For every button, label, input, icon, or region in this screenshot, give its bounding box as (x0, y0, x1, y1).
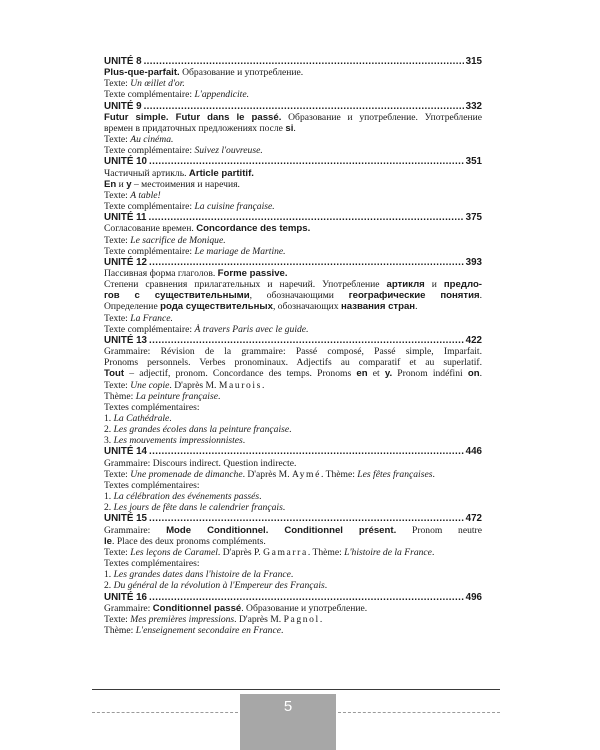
dot-leader (149, 156, 464, 167)
text-run: La peinture française (135, 390, 218, 402)
unit-page-number: 351 (465, 156, 482, 168)
unit-content-line (104, 435, 482, 446)
unit-entry (104, 446, 482, 513)
unit-content-line (104, 246, 482, 257)
unit-content-line (104, 525, 482, 536)
unit-content-line (104, 313, 482, 324)
text-run: y (126, 178, 132, 190)
unit-entry (104, 56, 482, 101)
text-run: . (290, 569, 294, 581)
unit-content-line (104, 346, 482, 357)
unit-content-line (104, 625, 482, 636)
unit-page-number: 496 (465, 591, 482, 603)
unit-content-line (104, 603, 482, 614)
text-run: Les grandes dates dans l'histoire de la France (113, 569, 291, 581)
dot-leader (149, 335, 464, 346)
text-run: предло- (443, 279, 482, 291)
text-run: Texte: (104, 312, 131, 324)
text-run: . (217, 390, 221, 402)
unit-content-line (104, 614, 482, 625)
text-run: en (356, 368, 368, 380)
table-of-contents (104, 56, 482, 636)
unit-content-line (104, 134, 482, 145)
text-run: – местоимения и наречия. (131, 178, 240, 190)
text-run: 2. (104, 502, 114, 514)
text-run: Grammaire: (104, 524, 167, 536)
text-run: . (242, 435, 246, 447)
text-run: Pronoms personnels. Verbes pronominaux. Adjectifs au comparatif et au superlatif. (104, 357, 482, 369)
text-run: . Thème: (307, 546, 345, 558)
unit-page-number: 472 (465, 513, 482, 525)
unit-page-number: 375 (465, 212, 482, 224)
unit-heading (104, 101, 482, 112)
text-run: Mes premières impressions (130, 613, 235, 625)
unit-heading (104, 156, 482, 167)
unit-heading (104, 257, 482, 268)
text-run: Texte: (104, 234, 131, 246)
text-run: . (431, 546, 435, 558)
unit-heading (104, 212, 482, 223)
text-run: географические понятия (348, 290, 480, 302)
text-run: . D'après P. (217, 546, 264, 558)
text-run: Article partitif. (188, 167, 254, 179)
unit-entry (104, 156, 482, 212)
text-run: Futur simple. Futur dans le passé. (104, 111, 282, 123)
text-run: Mode Conditionnel. Conditionnel présent. (166, 524, 397, 536)
unit-page-number: 332 (465, 100, 482, 112)
dot-leader (149, 513, 464, 524)
unit-page-number: 446 (465, 446, 482, 458)
text-run: , обозначающих (272, 301, 341, 313)
text-run: Texte complémentaire: (104, 323, 195, 335)
text-run: . D'après M. (242, 468, 292, 480)
text-run: Thème: (104, 624, 136, 636)
text-run: Pronom indéfini (392, 368, 468, 380)
text-run: Du général de la révolution à l'Empereur des Français (113, 580, 325, 592)
text-run: À travers Paris avec le guide. (194, 323, 309, 335)
text-run: 3. (104, 435, 114, 447)
text-run: le (104, 535, 113, 547)
unit-label: UNITÉ 14 (104, 446, 148, 458)
unit-entry (104, 592, 482, 637)
text-run: Aymé (292, 468, 321, 480)
unit-heading (104, 335, 482, 346)
text-run: Gamarra (263, 546, 308, 558)
text-run: Степени сравнения прилагательных и наречий. Употребление (104, 279, 387, 291)
text-run: Grammaire: (104, 602, 153, 614)
text-run: Thème: (104, 390, 136, 402)
text-run: . (281, 624, 284, 636)
unit-label: UNITÉ 10 (104, 156, 148, 168)
unit-content-line (104, 536, 482, 547)
page-number-box (240, 694, 336, 750)
dot-leader (149, 592, 464, 603)
text-run: L'histoire de la France (344, 546, 432, 558)
text-run: En (104, 178, 117, 190)
text-run: Texte complémentaire: (104, 201, 195, 213)
text-run: Пассивная форма глаголов. (104, 267, 218, 279)
text-run: . (432, 468, 435, 480)
text-run: . Thème: (320, 468, 358, 480)
unit-label: UNITÉ 15 (104, 513, 148, 525)
text-run: Определение (104, 301, 161, 313)
unit-page-number: 315 (465, 56, 482, 67)
text-run: . (324, 580, 328, 592)
text-run: Texte: (104, 468, 131, 480)
text-run: Texte: (104, 134, 131, 146)
text-run: si (285, 122, 294, 134)
unit-content-line (104, 112, 482, 123)
text-run: . (319, 613, 323, 625)
text-run: Forme passive. (217, 267, 288, 279)
unit-content-line (104, 268, 482, 279)
text-run: Texte complémentaire: (104, 245, 195, 257)
text-run: и (116, 178, 127, 190)
unit-label: UNITÉ 8 (104, 56, 142, 67)
unit-entry (104, 513, 482, 591)
text-run: . (169, 413, 172, 424)
text-run: времен в придаточных предложениях после (104, 122, 286, 134)
text-run: Texte: (104, 78, 131, 90)
text-run: Conditionnel passé (152, 602, 242, 614)
unit-label: UNITÉ 13 (104, 334, 148, 346)
unit-entry (104, 212, 482, 257)
text-run: Textes complémentaires: (104, 558, 200, 570)
text-run: рода существительных (160, 301, 273, 313)
unit-content-line (104, 190, 482, 201)
text-run: . (259, 491, 262, 503)
text-run: гов с существительными (104, 290, 250, 302)
text-run: Un œillet d'or. (130, 78, 185, 90)
text-run: Частичный артикль. (104, 167, 189, 179)
text-run: Pronom neutre (396, 524, 482, 536)
text-run: Le mariage de Martine. (194, 245, 286, 257)
text-run: . (415, 301, 418, 313)
text-run: 1. (104, 569, 114, 581)
text-run: . (289, 424, 292, 436)
unit-heading (104, 56, 482, 67)
text-run: Образование и употребление. Употребление (281, 111, 482, 123)
text-run: . (293, 122, 296, 134)
unit-page-number: 393 (465, 256, 482, 268)
text-run: Au cinéma. (130, 134, 174, 146)
unit-content-line (104, 324, 482, 335)
text-run: Tout (104, 368, 125, 380)
text-run: Les fêtes françaises (357, 468, 433, 480)
unit-content-line (104, 424, 482, 435)
unit-label: UNITÉ 11 (104, 212, 147, 224)
text-run: 2. (104, 580, 114, 592)
text-run: Grammaire: Discours indirect. Question indirecte. (104, 457, 297, 469)
text-run: названия стран (341, 301, 416, 313)
text-run: Texte: (104, 189, 131, 201)
text-run: Suivez l'ouvreuse. (194, 145, 263, 157)
text-run: La célébration des événements passés (113, 491, 260, 503)
dot-leader (149, 257, 464, 268)
dot-leader (144, 101, 464, 112)
dot-leader (149, 446, 464, 457)
footer-dashed-line-left (92, 712, 238, 713)
text-run: 1. (104, 491, 114, 503)
text-run: et (367, 368, 385, 380)
text-run: Texte: (104, 379, 131, 391)
unit-list (104, 56, 482, 636)
unit-content-line (104, 480, 482, 491)
unit-heading (104, 592, 482, 603)
unit-content-line (104, 357, 482, 368)
unit-content-line (104, 413, 482, 424)
text-run: Les leçons de Caramel (130, 546, 218, 558)
text-run: Maurois (218, 379, 263, 391)
text-run: . (479, 290, 482, 302)
text-run: Texte: (104, 613, 131, 625)
unit-content-line (104, 380, 482, 391)
dot-leader (148, 212, 463, 223)
text-run: L'enseignement secondaire en France (135, 624, 281, 636)
text-run: . Образование и употребление. (241, 602, 368, 614)
text-run: Образование и употребление. (179, 67, 304, 79)
text-run: L'appendicite. (194, 89, 249, 101)
text-run: Une copie (130, 379, 170, 391)
text-run: , обозначающими (249, 290, 349, 302)
text-run: – adjectif, pronom. Concordance des temps. Pronoms (124, 368, 357, 380)
unit-content-line (104, 168, 482, 179)
text-run: Les grandes écoles dans la peinture française (113, 424, 290, 436)
unit-entry (104, 101, 482, 157)
unit-content-line (104, 67, 482, 78)
text-run: Le sacrifice de Monique. (130, 234, 226, 246)
text-run: . D'après M. (169, 379, 219, 391)
unit-content-line (104, 201, 482, 212)
text-run: артикля (386, 279, 425, 291)
bottom-rule (92, 689, 500, 690)
unit-content-line (104, 502, 482, 513)
unit-content-line (104, 78, 482, 89)
text-run: . (479, 368, 482, 380)
text-run: Concordance des temps. (196, 223, 311, 235)
text-run: La cuisine française. (194, 201, 275, 213)
unit-content-line (104, 491, 482, 502)
unit-content-line (104, 235, 482, 246)
text-run: 1. (104, 413, 114, 424)
footer-dashed-line-right (338, 712, 500, 713)
unit-entry (104, 335, 482, 447)
unit-label: UNITÉ 12 (104, 256, 148, 268)
unit-page-number: 422 (465, 334, 482, 346)
text-run: Plus-que-parfait. (104, 67, 180, 79)
unit-content-line (104, 469, 482, 480)
text-run: Une promenade de dimanche (130, 468, 243, 480)
unit-content-line (104, 402, 482, 413)
unit-label: UNITÉ 9 (104, 100, 142, 112)
unit-content-line (104, 179, 482, 190)
text-run: 2. (104, 424, 114, 436)
text-run: Texte: (104, 546, 131, 558)
text-run: Pagnol (283, 613, 320, 625)
unit-content-line (104, 89, 482, 100)
text-run: Согласование времен. (104, 223, 197, 235)
unit-heading (104, 446, 482, 457)
dot-leader (144, 56, 464, 67)
text-run: A table! (130, 189, 161, 201)
unit-content-line (104, 558, 482, 569)
text-run: Textes complémentaires: (104, 401, 200, 413)
text-run: . D'après M. (234, 613, 284, 625)
unit-content-line (104, 123, 482, 134)
unit-entry (104, 257, 482, 335)
text-run: Grammaire: Révision de la grammaire: Passé composé, Passé simple, Imparfait. (104, 346, 482, 358)
unit-content-line (104, 580, 482, 591)
unit-content-line (104, 547, 482, 558)
text-run: . (282, 502, 286, 514)
unit-heading (104, 513, 482, 524)
text-run: Textes complémentaires: (104, 479, 200, 491)
text-run: Texte complémentaire: (104, 89, 195, 101)
page-number: 5 (283, 698, 293, 715)
text-run: Les mouvements impressionnistes (113, 435, 243, 447)
text-run: . (262, 379, 265, 391)
unit-content-line (104, 569, 482, 580)
unit-content-line (104, 301, 482, 312)
text-run: y. (384, 368, 393, 380)
text-run: Texte complémentaire: (104, 145, 195, 157)
text-run: on (467, 368, 480, 380)
text-run: . Place des deux pronoms compléments. (112, 535, 266, 547)
unit-content-line (104, 458, 482, 469)
unit-content-line (104, 223, 482, 234)
unit-content-line (104, 279, 482, 290)
unit-content-line (104, 391, 482, 402)
unit-content-line (104, 145, 482, 156)
unit-label: UNITÉ 16 (104, 591, 148, 603)
unit-content-line (104, 290, 482, 301)
text-run: La Cathédrale (113, 413, 170, 424)
unit-content-line (104, 368, 482, 379)
text-run: La France. (130, 312, 173, 324)
text-run: Les jours de fête dans le calendrier français (113, 502, 283, 514)
text-run: и (424, 279, 444, 291)
